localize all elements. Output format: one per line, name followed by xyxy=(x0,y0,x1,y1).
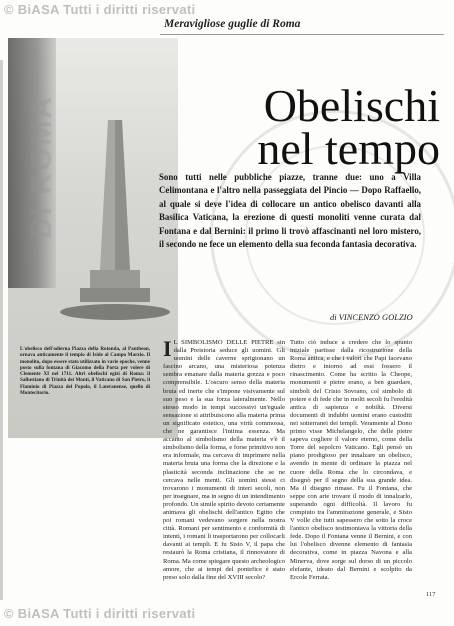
article-column-left xyxy=(163,336,285,582)
section-title: Meravigliose guglie di Roma xyxy=(164,18,301,30)
obelisk-illustration xyxy=(60,120,170,320)
column-left-text: L SIMBOLISMO DELLE PIETRE sin dalla Preistoria seduce gli uomini. Gli uomini delle caverne sprigionano un fascino arcano, una misteriosa potenza sembra emanare dalla materia grezza e poco comprensibile. L'oscuro senso della materia bruta ed inerte che s'impone visivamente sul suo peso e la sua forza lateralmente. Nello stesso modo in tempi successivi un'eguale sensazione si attribuiscono alla materia prima un significato estetico, una virtù commossa, che ne garantisce l'intima essenza. Ma accanto al simbolismo della materia v'è il simbolismo della forma, e forse primitivo non era informale, ma cercava di imprimere nella materia bruta una forma che la direzione e la plasticità seconda inclinazione che se ne cercava nelle menti. Gli uomini stessi ci trovarono i monumenti di interi secoli, non per insegnare, ma in segno di un intendimento profondo. Un simile spirito devoto certamente animava gli obelischi dell'antico Egitto che poi romani vedevano sorgere nella nostra città. Romani per sentimento e conformità di intenti, i romani li trasportarono per collocarli davanti ai templi. E fu Sisto V, il papa che restaurò la Roma cristiana, il rinnovatore di Roma. Ma come spiegare questo archeologico amore, che ai tempi del pontefice è stato preso solo dalla fine del XVIII secolo? xyxy=(163,339,285,581)
drop-cap: I xyxy=(163,336,172,361)
photo-caption: L'obelisco dell'odierna Piazza della Rotonda, al Pantheon, ornava anticamente il tempio di Iside al Campo Marzio. Il monolito, dopo essere stato utilizzato in varie epoche, venne posto sulla fontana di Giacomo della Porta per volere di Clemente XI nel 1711. Altri obelischi egizi di Roma: il Sallustiano di Trinità dei Monti, il Vaticano di San Pietro, il Flaminio di Piazza del Popolo, il Lateranense, quello di Montecitorio. xyxy=(20,346,150,396)
headline xyxy=(234,80,440,174)
headline-line-2: nel tempo xyxy=(257,123,440,174)
page-number: 117 xyxy=(426,591,436,598)
headline-line-1: Obelischi xyxy=(263,80,440,131)
lead-paragraph: Sono tutti nelle pubbliche piazze, tranne due: uno a Villa Celimontana e l'altro nella passeggiata del Pincio — Dopo Raffaello, al quale si deve l'idea di collocare un antico obelisco davanti alla Basilica Vaticana, la erezione di questi monoliti venne curata dal Fontana e dal Bernini: il primo li trovò affascinanti nel loro mistero, il secondo ne fece un elemento della sua feconda fantasia decorativa. xyxy=(159,172,421,250)
watermark-bottom: © BiASA Tutti i diritti riservati xyxy=(4,606,196,621)
page-edge-shadow xyxy=(0,60,3,600)
author-byline: di VINCENZO GOLZIO xyxy=(330,312,413,322)
article-column-right xyxy=(290,339,412,582)
column-right-text: Tutto ciò induce a credere che lo spunto iniziale partisse dalla ricostruzione della Roma antica, e che i valori che Papi facevano dietro e intorno ad essi fossero il rinascimento. Come ha scritto la Cheope, monumenti e pietre erano, a ben guardare, simboli del Cristo Sovrano, col simbolo di potere e di fede che in molti secoli fu l'eredità antica di sapienza e nobiltà. Diversi documenti di indubbi uomini erano custoditi nei sotterranei dei templi. Veramente al Dono primo visse Michelangelo, che delle pietre sapeva cogliere il valore eterno, come della Torre del sepolcro Vaticano. Egli pensò un piano prodigioso per innalzare un obelisco, avendo in mente di ordinare la piazza nel cuore della Roma che lo circondava, e disegnò per il segno della sua grande idea. Ma il disegno rimase. Fu il Fontana, che seppe con arte trovare il modo di innalzarlo, superando ogni difficoltà. Il lavoro fu compiuto tra l'ammirazione generale, e Sisto V volle che tutti sapessero che sotto la croce l'antico obelisco testimoniava la vittoria della fede. Dopo il Fontana venne il Bernini, e con lui l'obelisco divenne elemento di fantasia decorativa, come in piazza Navona e alla Minerva, dove sorge sul dorso di un piccolo elefante, ideato dal Bernini e scolpito da Ercole Ferrata. xyxy=(290,339,412,581)
header-rule xyxy=(160,34,444,35)
watermark-top: © BiASA Tutti i diritti riservati xyxy=(4,2,196,17)
watermark-vertical: DI ROMA xyxy=(25,95,58,239)
